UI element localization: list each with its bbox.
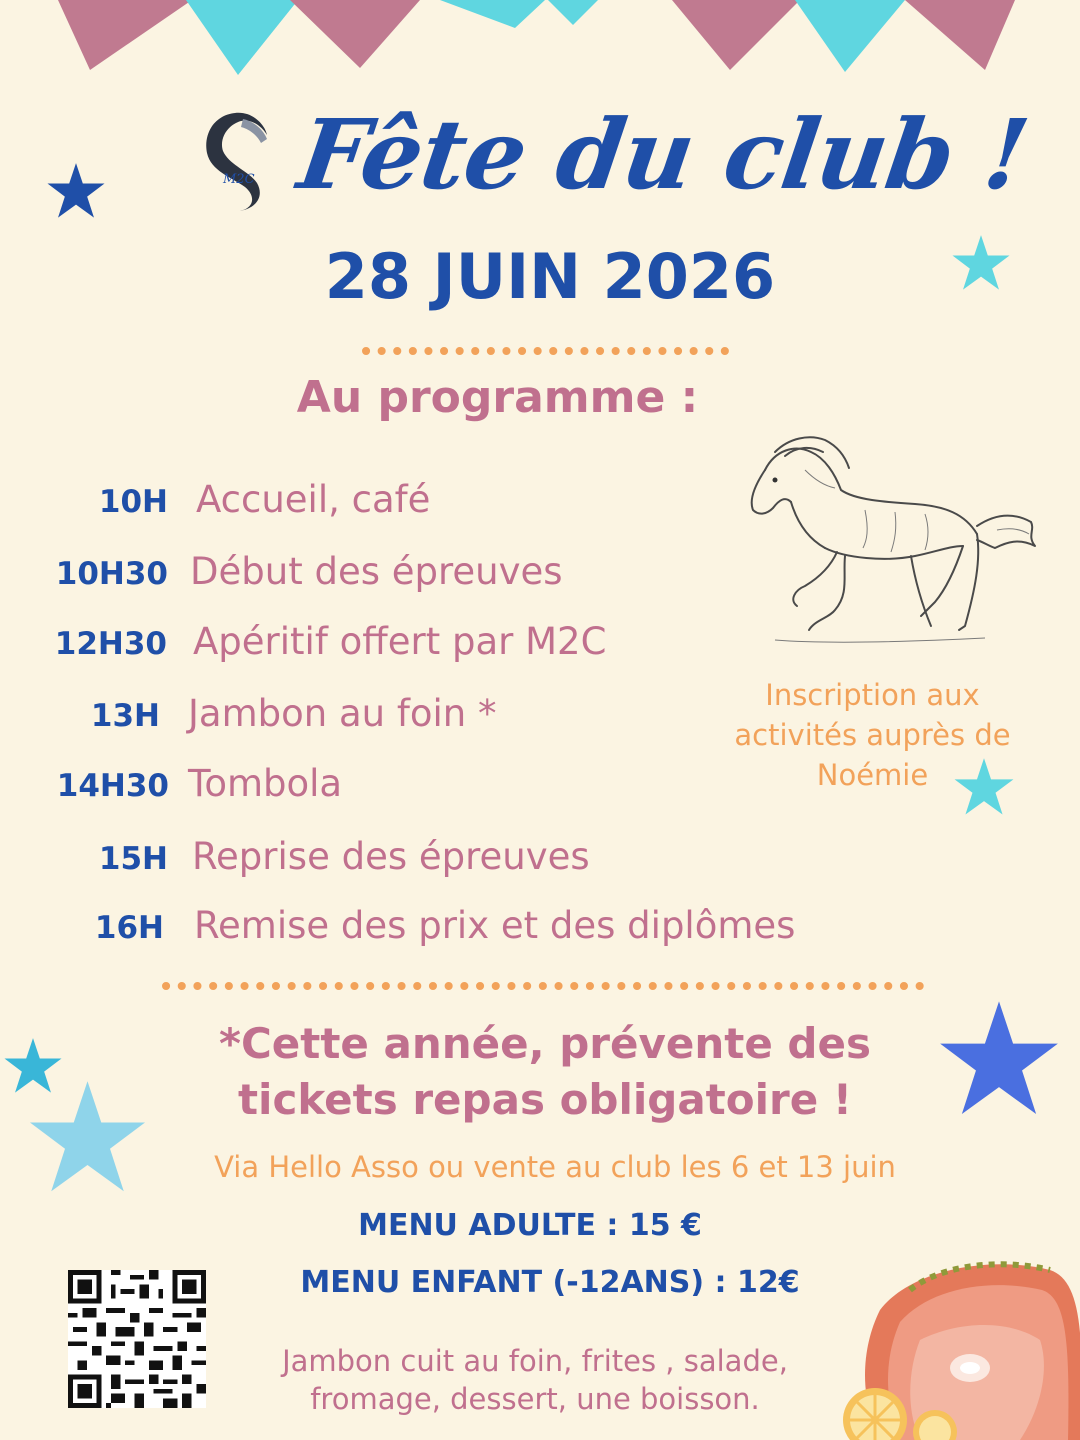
program-time: 10H30 bbox=[55, 556, 168, 592]
notice-line: tickets repas obligatoire ! bbox=[237, 1075, 852, 1124]
bunting-decoration bbox=[0, 0, 1080, 90]
menu-child-price: MENU ENFANT (-12ANS) : 12€ bbox=[300, 1265, 800, 1300]
program-time: 16H bbox=[94, 910, 164, 946]
star-icon bbox=[952, 755, 1016, 819]
program-activity: Apéritif offert par M2C bbox=[193, 620, 607, 663]
presale-notice bbox=[150, 1016, 940, 1128]
program-activity: Jambon au foin * bbox=[188, 692, 497, 735]
program-activity: Remise des prix et des diplômes bbox=[194, 904, 796, 947]
program-time: 10H bbox=[98, 484, 168, 520]
menu-description-line: fromage, dessert, une boisson. bbox=[310, 1382, 760, 1416]
star-icon bbox=[25, 1075, 150, 1200]
menu-description bbox=[230, 1342, 840, 1418]
program-item bbox=[0, 478, 720, 528]
program-item bbox=[0, 835, 720, 885]
ham-illustration bbox=[820, 1250, 1080, 1440]
star-icon bbox=[45, 160, 107, 222]
program-item bbox=[0, 762, 720, 812]
program-activity: Accueil, café bbox=[196, 478, 431, 521]
program-activity: Reprise des épreuves bbox=[192, 835, 590, 878]
inscription-line: Inscription aux bbox=[765, 678, 980, 712]
program-item bbox=[0, 692, 720, 742]
dotted-divider bbox=[360, 345, 740, 357]
program-heading: Au programme : bbox=[296, 372, 699, 423]
program-time: 12H30 bbox=[54, 626, 167, 662]
inscription-line: Noémie bbox=[816, 758, 929, 792]
horse-head-logo-icon bbox=[195, 105, 275, 215]
qr-code-icon[interactable] bbox=[68, 1270, 206, 1408]
notice-line: *Cette année, prévente des bbox=[219, 1019, 871, 1068]
program-activity: Tombola bbox=[188, 762, 343, 805]
menu-description-line: Jambon cuit au foin, frites , salade, bbox=[282, 1344, 788, 1378]
menu-adult-price: MENU ADULTE : 15 € bbox=[358, 1208, 702, 1243]
program-time: 14H30 bbox=[56, 768, 169, 804]
star-icon bbox=[950, 232, 1012, 294]
star-icon bbox=[935, 995, 1063, 1123]
dotted-divider bbox=[160, 980, 925, 992]
program-time: 13H bbox=[90, 698, 160, 734]
program-item bbox=[0, 620, 720, 670]
program-item bbox=[0, 550, 720, 600]
page-title: Fête du club ! bbox=[292, 98, 1035, 211]
sale-info: Via Hello Asso ou vente au club les 6 et 13 juin bbox=[214, 1150, 896, 1184]
galloping-horse-illustration bbox=[745, 430, 1045, 655]
program-activity: Début des épreuves bbox=[190, 550, 563, 593]
inscription-line: activités auprès de bbox=[734, 718, 1011, 752]
program-time: 15H bbox=[98, 841, 168, 877]
program-item bbox=[0, 904, 796, 954]
event-date: 28 JUIN 2026 bbox=[324, 240, 776, 313]
svg-text:M2C: M2C bbox=[223, 172, 255, 187]
